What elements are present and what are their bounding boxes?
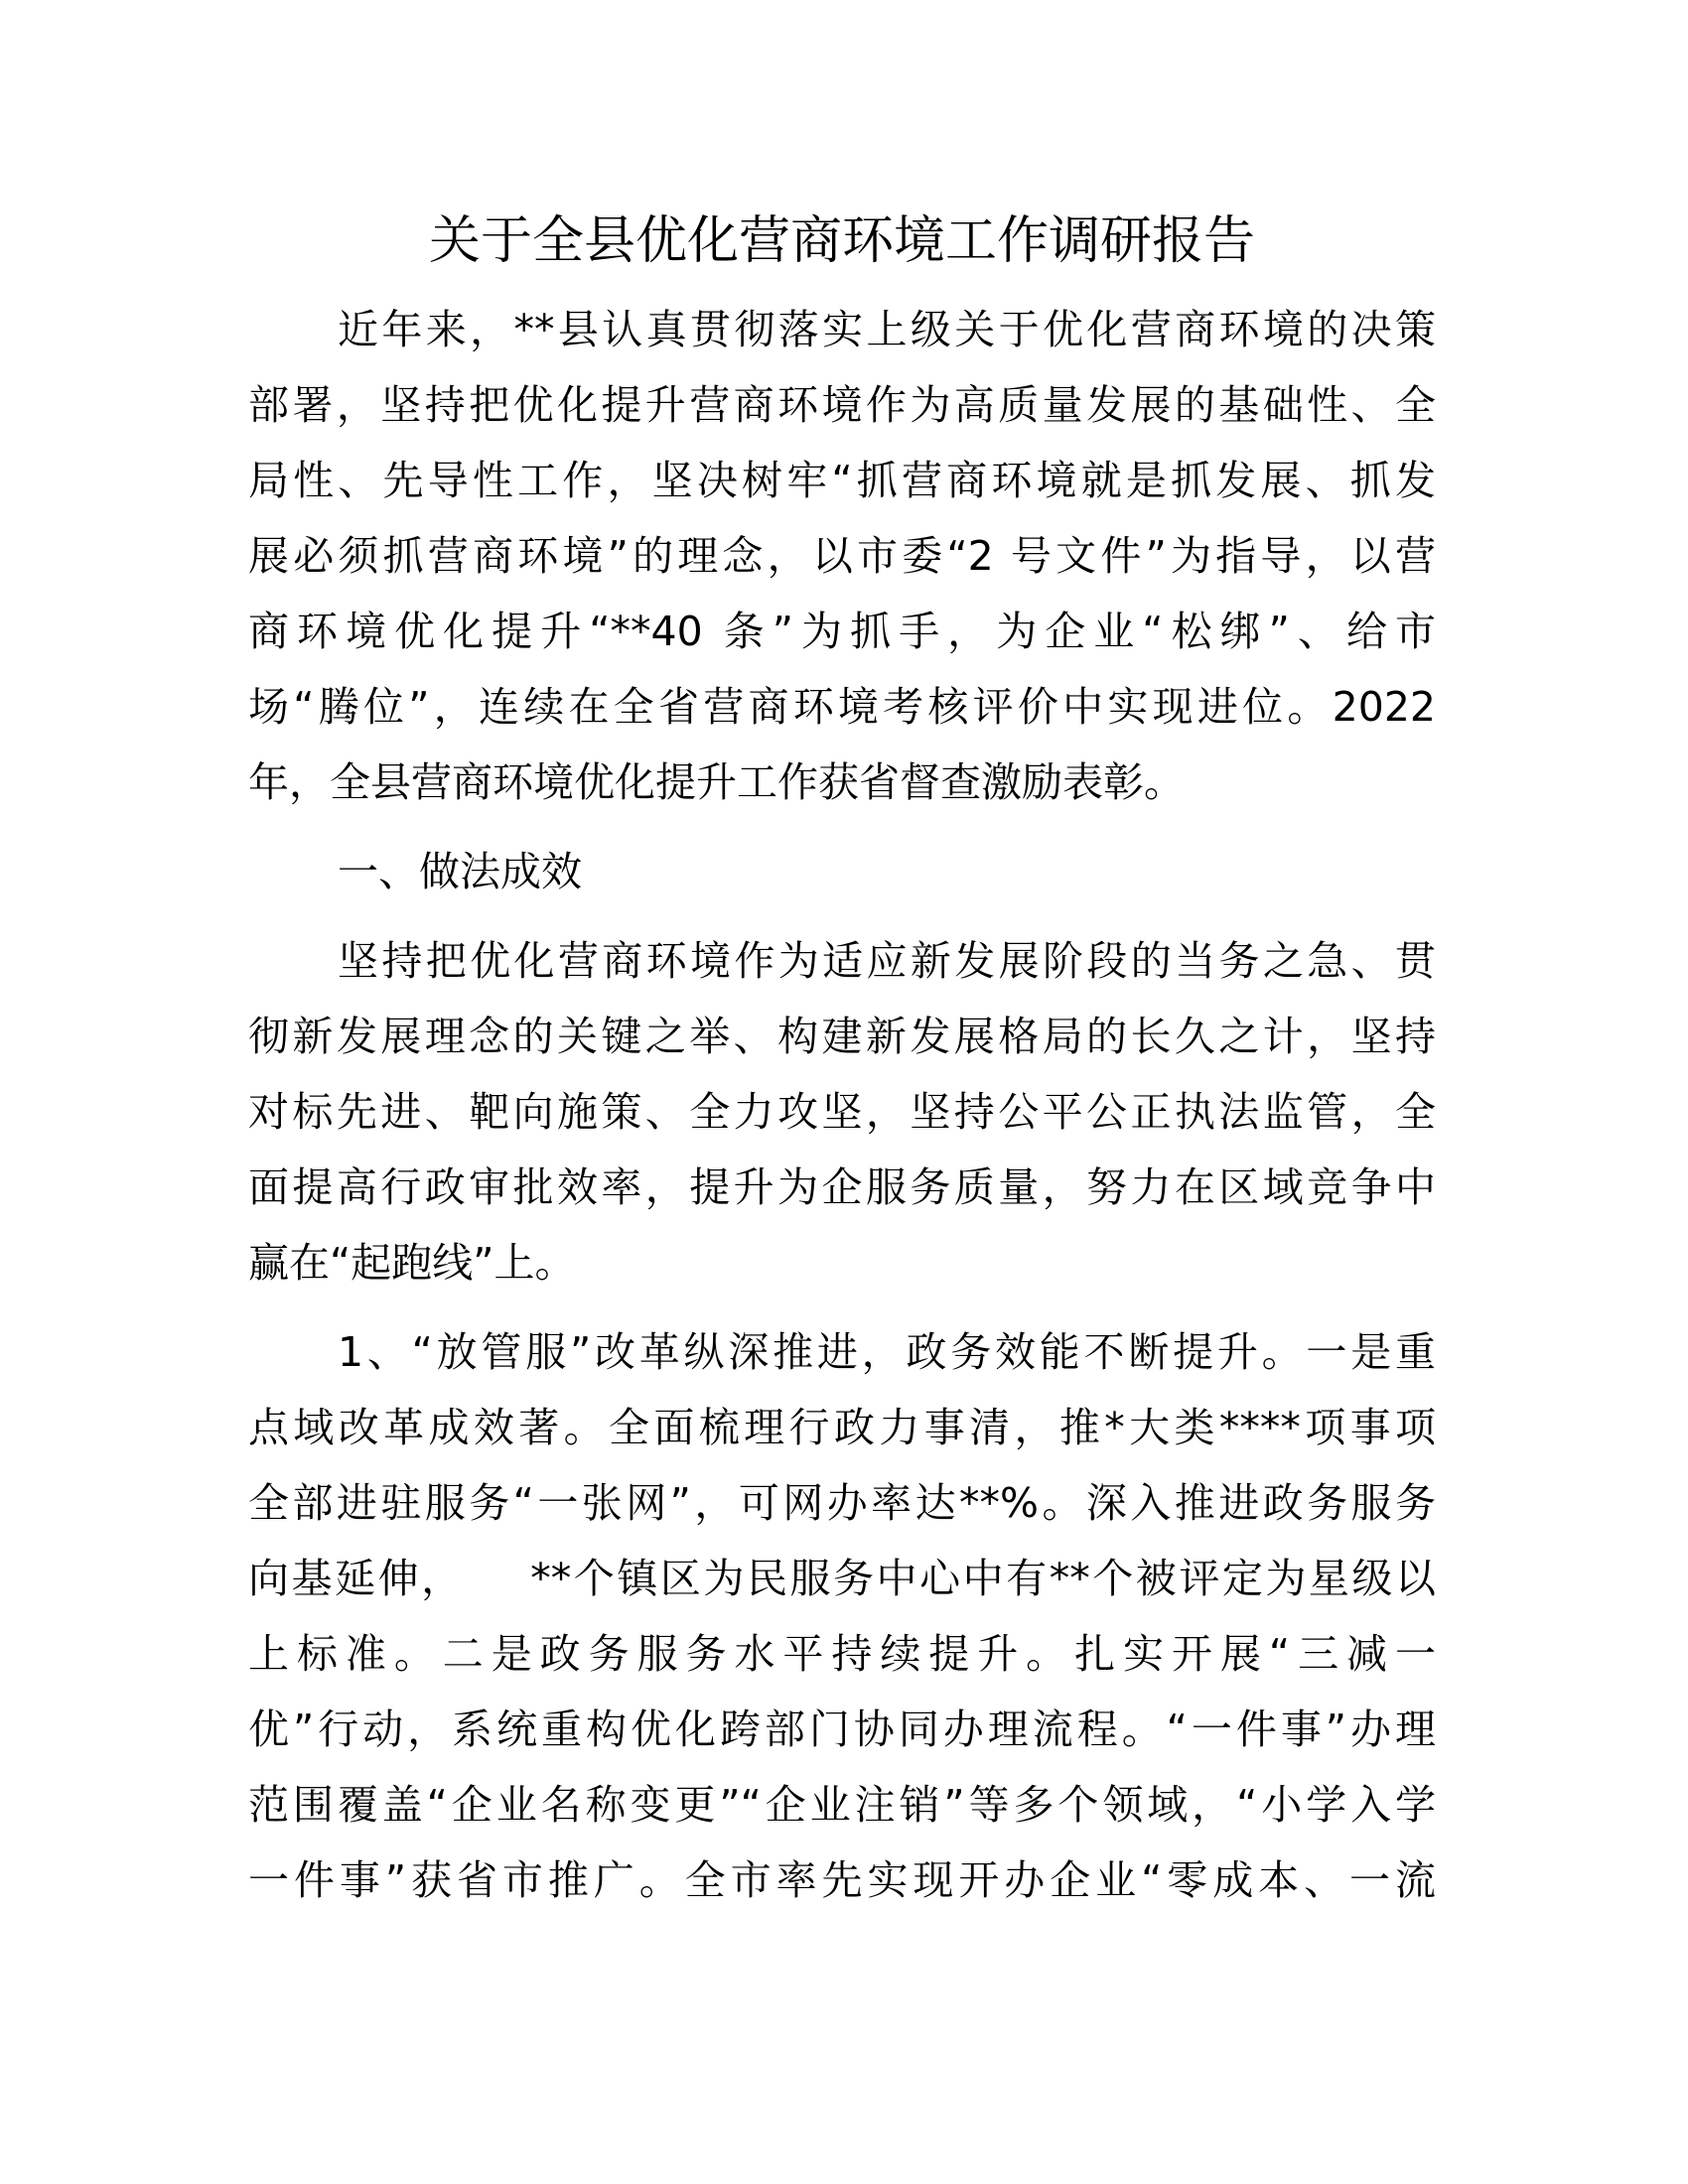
paragraph-line: 赢在“起跑线”上。 xyxy=(248,1239,576,1287)
paragraph-line: 面提高行政审批效率，提升为企服务质量，努力在区域竞争中 xyxy=(248,1163,1436,1211)
document-page xyxy=(248,197,1436,1918)
paragraph-line: 坚持把优化营商环境作为适应新发展阶段的当务之急、贯 xyxy=(338,937,1436,985)
paragraph-line: 展必须抓营商环境”的理念，以市委“2 号文件”为指导，以营 xyxy=(248,532,1436,580)
summary-paragraph xyxy=(248,923,1436,1300)
paragraph-line: 商环境优化提升“**40 条”为抓手，为企业“松绑”、给市 xyxy=(248,608,1436,655)
paragraph-line: 点域改革成效著。全面梳理行政力事清，推*大类****项事项 xyxy=(248,1404,1436,1451)
paragraph-line: 向基延伸， **个镇区为民服务中心中有**个被评定为星级以 xyxy=(248,1555,1436,1602)
item-1-paragraph xyxy=(248,1314,1436,1918)
paragraph-line: 优”行动，系统重构优化跨部门协同办理流程。“一件事”办理 xyxy=(248,1706,1436,1753)
paragraph-line: 上标准。二是政务服务水平持续提升。扎实开展“三减一 xyxy=(248,1630,1436,1678)
paragraph-line: 局性、先导性工作，坚决树牢“抓营商环境就是抓发展、抓发 xyxy=(248,457,1436,504)
paragraph-line: 年，全县营商环境优化提升工作获省督查激励表彰。 xyxy=(248,758,1185,806)
intro-paragraph xyxy=(248,292,1436,820)
section-heading: 一、做法成效 xyxy=(338,848,582,895)
paragraph-line: 近年来，**县认真贯彻落实上级关于优化营商环境的决策 xyxy=(338,306,1436,353)
paragraph-line: 范围覆盖“企业名称变更”“企业注销”等多个领域，“小学入学 xyxy=(248,1781,1436,1829)
document-title: 关于全县优化营商环境工作调研报告 xyxy=(428,211,1255,271)
paragraph-line: 彻新发展理念的关键之举、构建新发展格局的长久之计，坚持 xyxy=(248,1013,1436,1060)
paragraph-line: 一件事”获省市推广。全市率先实现开办企业“零成本、一流 xyxy=(248,1856,1436,1904)
paragraph-line: 1、“放管服”改革纵深推进，政务效能不断提升。一是重 xyxy=(338,1328,1436,1376)
paragraph-line: 部署，坚持把优化提升营商环境作为高质量发展的基础性、全 xyxy=(248,381,1436,429)
paragraph-line: 场“腾位”，连续在全省营商环境考核评价中实现进位。2022 xyxy=(248,683,1436,731)
paragraph-line: 全部进驻服务“一张网”，可网办率达**%。深入推进政务服务 xyxy=(248,1479,1436,1527)
paragraph-line: 对标先进、靶向施策、全力攻坚，坚持公平公正执法监管，全 xyxy=(248,1088,1436,1136)
